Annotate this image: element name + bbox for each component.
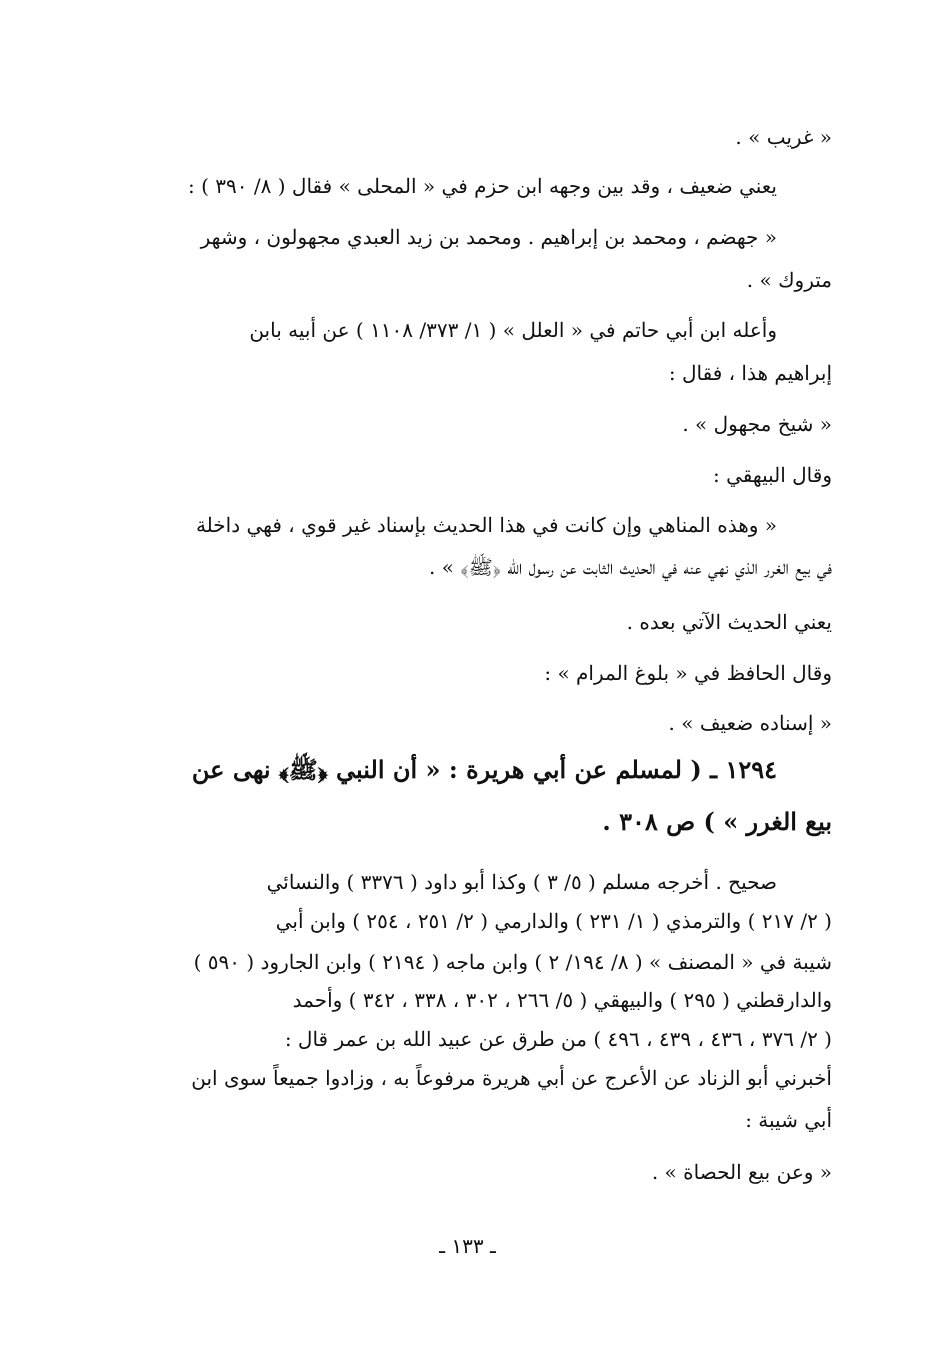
commentary-line: أبي شيبة :	[745, 1108, 832, 1132]
commentary-line: صحيح . أخرجه مسلم ( ٥/ ٣ ) وكذا أبو داود ( ٣٣٧٦ ) والنسائي	[266, 870, 777, 894]
hadith-heading-line: ١٢٩٤ ـ ( لمسلم عن أبي هريرة : « أن النبي ﴿ﷺ﴾ نهى عن	[191, 755, 777, 784]
text-line: « إسناده ضعيف » .	[668, 711, 832, 735]
text-line: « وهذه المناهي وإن كانت في هذا الحديث بإسناد غير قوي ، فهي داخلة	[195, 513, 777, 537]
text-line: وقال البيهقي :	[712, 463, 832, 487]
commentary-line: والدارقطني ( ٢٩٥ ) والبيهقي ( ٥/ ٢٦٦ ، ٣٠٢ ، ٣٣٨ ، ٣٤٢ ) وأحمد	[292, 988, 832, 1012]
text-line: إبراهيم هذا ، فقال :	[668, 361, 832, 385]
text-line: في بيع الغرر الذي نهي عنه في الحديث الثابت عن رسول الله ﴿ﷺ﴾ » .	[429, 555, 832, 579]
commentary-line: ( ٢/ ٣٧٦ ، ٤٣٦ ، ٤٣٩ ، ٤٩٦ ) من طرق عن عبيد الله بن عمر قال :	[284, 1027, 832, 1051]
text-line: « جهضم ، ومحمد بن إبراهيم . ومحمد بن زيد العبدي مجهولون ، وشهر	[200, 225, 777, 249]
commentary-line: أخبرني أبو الزناد عن الأعرج عن أبي هريرة مرفوعاً به ، وزادوا جميعاً سوى ابن	[191, 1066, 832, 1090]
text-line: متروك » .	[746, 268, 832, 292]
text-line: يعني ضعيف ، وقد بين وجهه ابن حزم في « المحلى » فقال ( ٨/ ٣٩٠ ) :	[188, 174, 777, 198]
commentary-line: ( ٢/ ٢١٧ ) والترمذي ( ١/ ٢٣١ ) والدارمي ( ٢/ ٢٥١ ، ٢٥٤ ) وابن أبي	[275, 909, 832, 933]
commentary-line: شيبة في « المصنف » ( ٨/ ١٩٤/ ٢ ) وابن ماجه ( ٢١٩٤ ) وابن الجارود ( ٥٩٠ )	[193, 950, 832, 974]
text-line: « غريب » .	[735, 125, 832, 149]
text-line: وقال الحافظ في « بلوغ المرام » :	[544, 661, 832, 685]
commentary-line: « وعن بيع الحصاة » .	[651, 1160, 832, 1184]
text-line: « شيخ مجهول » .	[682, 412, 832, 436]
hadith-heading-line: بيع الغرر » ) ص ٣٠٨ .	[602, 807, 832, 836]
page-number: ـ ١٣٣ ـ	[439, 1234, 496, 1258]
text-line: يعني الحديث الآتي بعده .	[626, 610, 832, 634]
text-line: وأعله ابن أبي حاتم في « العلل » ( ١/ ٣٧٣/ ١١٠٨ ) عن أبيه بابن	[249, 318, 777, 342]
